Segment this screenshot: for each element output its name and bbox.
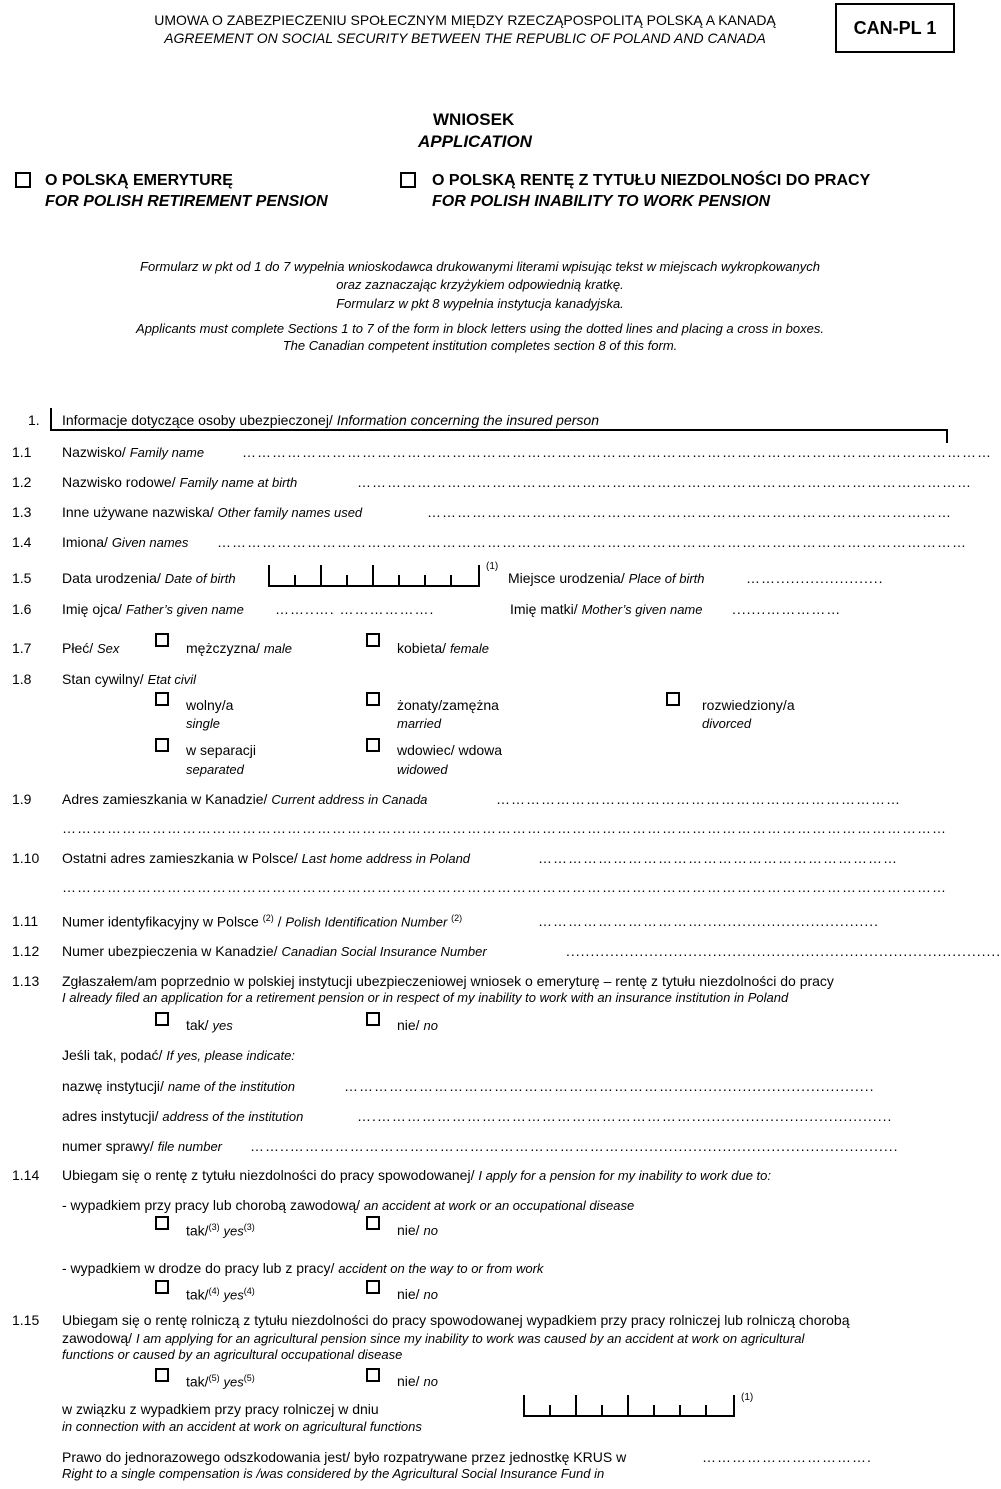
place-of-birth-field[interactable]: ……...................... [746,570,884,586]
family-name-field[interactable]: …………………………………………………………………………………………………………………………………… [242,444,992,460]
no-label-pl: nie/ [397,1373,420,1389]
no-label-en: no [423,1223,438,1238]
male-label [186,640,292,656]
married-label-en: married [397,716,442,731]
field-1-6-label-pl: Imię ojca/ [62,601,122,617]
commute-accident-label [62,1260,543,1276]
institution-address-field[interactable]: ….………………………………………………………......................................... [357,1108,893,1124]
note-5-b: (5) [243,1373,255,1383]
field-1-3-number: 1.3 [12,504,32,520]
divorced-label-en: divorced [702,716,752,731]
field-1-8-label-pl: Stan cywilny/ [62,671,144,687]
field-1-8-label-en: Etat civil [147,672,196,687]
work-accident-no-checkbox[interactable] [366,1216,380,1230]
field-1-5b-label [508,570,705,586]
institution-name-label-pl: nazwę instytucji/ [62,1078,164,1094]
field-1-9-label [62,791,427,807]
field-1-9-number: 1.9 [12,791,32,807]
if-yes-label [62,1047,295,1063]
canadian-sin-field[interactable]: ......................................................................................... [566,943,1001,959]
field-1-14-label [62,1167,771,1183]
field-1-6b-label-en: Mother’s given name [581,602,703,617]
work-accident-label [62,1197,634,1213]
application-title-pl: WNIOSEK [433,110,515,129]
field-1-14-label-pl: Ubiegam się o rentę z tytułu niezdolności do pracy spowodowanej/ [62,1167,475,1183]
field-1-6-number: 1.6 [12,601,32,617]
field-1-10-label-pl: Ostatni adres zamieszkania w Polsce/ [62,850,298,866]
field-1-11-label-en: Polish Identification Number [285,914,448,930]
field-1-11-number: 1.11 [12,913,39,929]
no-label-pl: nie/ [397,1222,420,1238]
field-1-12-label [62,943,487,959]
male-label-en: male [263,641,292,656]
inability-pension-label-pl: O POLSKĄ RENTĘ Z TYTUŁU NIEZDOLNOŚCI DO PRACY [432,172,871,189]
field-1-8-number: 1.8 [12,671,32,687]
work-accident-label-en: an accident at work or an occupational disease [363,1198,635,1213]
agricultural-yes-checkbox[interactable] [155,1368,169,1382]
yes-label-pl: tak/ [186,1373,209,1390]
agricultural-no-checkbox[interactable] [366,1368,380,1382]
agricultural-accident-date-label-en: in connection with an accident at work on agricultural functions [62,1419,422,1434]
field-1-6b-label [510,601,703,617]
file-number-label-en: file number [157,1139,223,1154]
field-1-15-label-en-1: I am applying for an agricultural pension since my inability to work was caused by an accident at work on agricultural [135,1331,805,1346]
date-of-birth-note: (1) [486,561,499,572]
married-label-pl: żonaty/zamężna [397,697,499,713]
male-label-pl: mężczyzna/ [186,640,260,656]
field-1-3-label-pl: Inne używane nazwiska/ [62,504,214,520]
single-label-pl: wolny/a [186,697,234,713]
note-3-b: (3) [243,1222,255,1232]
institution-address-label [62,1108,303,1124]
field-1-9-label-en: Current address in Canada [271,792,428,807]
krus-label-pl: Prawo do jednorazowego odszkodowania jest/ było rozpatrywane przez jednostkę KRUS w [62,1449,627,1465]
field-1-5-label [62,570,236,586]
field-1-6b-label-pl: Imię matki/ [510,601,578,617]
female-label-en: female [449,641,489,656]
polish-id-number-field[interactable]: …………………………….................................... [538,913,880,929]
separated-checkbox[interactable] [155,738,169,752]
field-1-15-label-line2 [62,1330,804,1346]
field-1-15-label-pl-2: zawodową/ [62,1330,133,1346]
field-1-1-number: 1.1 [12,444,32,460]
field-1-4-label-pl: Imiona/ [62,534,108,550]
commute-accident-yes-label [186,1286,255,1303]
yes-label-en: yes [223,1374,244,1390]
field-1-13-label-en: I already filed an application for a retirement pension or in respect of my inability to work with an insurance institution in Poland [62,990,789,1005]
field-1-1-label [62,444,204,460]
field-1-11-label: Numer identyfikacyjny w Polsce $^{(2)}$ / Polish Identification Number $^{(2)}$ [62,913,463,930]
section1-title-en: Information concerning the insured person [336,412,599,428]
section1-title-pl: Informacje dotyczące osoby ubezpieczonej/ [62,412,333,428]
married-checkbox[interactable] [366,692,380,706]
prior-application-yes-checkbox[interactable] [155,1012,169,1026]
commute-accident-label-pl: - wypadkiem w drodze do pracy lub z pracy/ [62,1260,335,1276]
field-1-3-label-en: Other family names used [217,505,363,520]
no-label-pl: nie/ [397,1286,420,1302]
commute-accident-no-checkbox[interactable] [366,1280,380,1294]
fathers-name-field[interactable]: ……..…. ………………. [275,601,435,617]
field-1-12-label-pl: Numer ubezpieczenia w Kanadzie/ [62,943,278,959]
instructions-pl-3: Formularz w pkt 8 wypełnia instytucja kanadyjska. [336,296,624,311]
female-label-pl: kobieta/ [397,640,447,656]
institution-name-field[interactable]: …………………………………………………………......................................... [344,1078,875,1094]
field-1-2-number: 1.2 [12,474,32,490]
field-1-2-label-pl: Nazwisko rodowe/ [62,474,176,490]
header-title-pl: UMOWA O ZABEZPIECZENIU SPOŁECZNYM MIĘDZY RZECZĄPOSPOLITĄ POLSKĄ A KANADĄ [154,12,776,28]
inability-pension-label-en: FOR POLISH INABILITY TO WORK PENSION [432,193,771,210]
commute-accident-no-label [397,1286,438,1302]
poland-address-field-1[interactable]: ……………………………………………………………… [538,850,898,866]
field-1-10-number: 1.10 [12,850,40,866]
field-1-15-number: 1.15 [12,1312,40,1328]
no-label-en: no [423,1287,438,1302]
field-1-5b-label-en: Place of birth [628,571,705,586]
file-number-label-pl: numer sprawy/ [62,1138,154,1154]
field-1-1-label-en: Family name [129,445,205,460]
instructions-pl-2: oraz zaznaczając krzyżykiem odpowiednią kratkę. [336,277,624,292]
work-accident-yes-checkbox[interactable] [155,1216,169,1230]
field-1-5-label-pl: Data urodzenia/ [62,570,161,586]
field-1-5-number: 1.5 [12,570,32,586]
section-bracket-left [50,408,52,430]
field-1-14-label-en: I apply for a pension for my inability to work due to: [478,1168,771,1183]
prior-application-no-label [397,1017,438,1033]
work-accident-no-label [397,1222,438,1238]
field-1-3-label [62,504,362,520]
application-title-en: APPLICATION [418,132,532,151]
yes-label-pl: tak/ [186,1017,209,1033]
note-5-a: (5) [208,1373,220,1383]
header-title-en: AGREEMENT ON SOCIAL SECURITY BETWEEN THE REPUBLIC OF POLAND AND CANADA [164,30,766,46]
family-name-at-birth-field[interactable]: …………………………………………………………………………………………………………… [357,474,972,490]
section-bracket-right [946,429,948,443]
poland-address-field-2[interactable]: …………………………………………………………………………………………………………………………………………………………… [62,879,947,895]
no-label-en: no [423,1374,438,1389]
widowed-label-en: widowed [397,762,448,777]
commute-accident-yes-checkbox[interactable] [155,1280,169,1294]
single-label-en: single [186,716,220,731]
prior-application-no-checkbox[interactable] [366,1012,380,1026]
widowed-checkbox[interactable] [366,738,380,752]
institution-address-label-pl: adres instytucji/ [62,1108,159,1124]
note-3-a: (3) [208,1222,220,1232]
field-1-7-number: 1.7 [12,640,32,656]
no-label-en: no [423,1018,438,1033]
institution-address-label-en: address of the institution [162,1109,304,1124]
institution-name-label [62,1078,295,1094]
instructions-en-1: Applicants must complete Sections 1 to 7 of the form in block letters using the dotted lines and placing a cross in boxes. [136,321,824,336]
agricultural-accident-date-label-pl: w związku z wypadkiem przy pracy rolniczej w dniu [62,1401,379,1417]
field-1-7-label-en: Sex [97,641,120,656]
field-1-6-label [62,601,244,617]
single-checkbox[interactable] [155,692,169,706]
work-accident-label-pl: - wypadkiem przy pracy lub chorobą zawodową/ [62,1197,361,1213]
no-label-pl: nie/ [397,1017,420,1033]
field-1-4-label-en: Given names [111,535,189,550]
widowed-label-pl: wdowiec/ wdowa [397,742,503,758]
prior-application-yes-label [186,1017,233,1033]
field-1-1-label-pl: Nazwisko/ [62,444,126,460]
field-1-11-note-1: (2) [262,913,274,923]
file-number-field[interactable]: ……..…………………………………………………………......................................................... [250,1138,899,1154]
inability-pension-checkbox[interactable] [400,172,416,188]
field-1-2-label-en: Family name at birth [179,475,298,490]
mothers-name-field[interactable]: .......…………… [732,601,842,617]
field-1-5b-label-pl: Miejsce urodzenia/ [508,570,625,586]
section1-number: 1. [28,412,40,428]
commute-accident-label-en: accident on the way to or from work [338,1261,544,1276]
field-1-4-label [62,534,188,550]
retirement-pension-label-pl: O POLSKĄ EMERYTURĘ [45,172,233,189]
agricultural-no-label [397,1373,438,1389]
male-checkbox[interactable] [155,633,169,647]
form-code: CAN-PL 1 [853,17,937,38]
field-1-11-label-pl: Numer identyfikacyjny w Polsce [62,913,259,930]
field-1-7-label-pl: Płeć/ [62,640,94,656]
field-1-14-number: 1.14 [12,1167,40,1183]
section1-title [62,412,599,428]
note-4-a: (4) [208,1286,220,1296]
given-names-field[interactable]: …………………………………………………………………………………………………………………………………… [217,534,967,550]
separated-label-en: separated [186,762,244,777]
if-yes-label-pl: Jeśli tak, podać/ [62,1047,163,1063]
field-1-11-note-2: (2) [451,913,463,923]
retirement-pension-label-en: FOR POLISH RETIREMENT PENSION [45,193,328,210]
field-1-13-label-pl: Zgłaszałem/am poprzednio w polskiej instytucji ubezpieczeniowej wniosek o emeryturę – rentę z tytułu niezdolności do pracy [62,973,834,989]
divorced-label-pl: rozwiedziony/a [702,697,795,713]
agricultural-date-note: (1) [741,1392,754,1403]
date-of-birth-boxes[interactable] [268,565,480,587]
canada-address-field-2[interactable]: …………………………………………………………………………………………………………………………………………………………… [62,820,947,836]
yes-label-en: yes [223,1223,244,1239]
instructions-pl-1: Formularz w pkt od 1 do 7 wypełnia wnioskodawca drukowanymi literami wpisując tekst w miejscach wykropkowanych [140,259,820,274]
file-number-label [62,1138,222,1154]
field-1-8-label [62,671,196,687]
note-4-b: (4) [243,1286,255,1296]
agricultural-yes-label [186,1373,255,1390]
field-1-10-label [62,850,470,866]
agricultural-accident-date-boxes[interactable] [523,1395,735,1417]
other-family-names-field[interactable]: …………………………………………………………………………………………… [427,504,952,520]
yes-label-en: yes [212,1018,233,1033]
if-yes-label-en: If yes, please indicate: [166,1048,295,1063]
yes-label-pl: tak/ [186,1286,209,1303]
field-1-9-label-pl: Adres zamieszkania w Kanadzie/ [62,791,268,807]
field-1-4-number: 1.4 [12,534,32,550]
field-1-15-label-pl-1: Ubiegam się o rentę rolniczą z tytułu niezdolności do pracy spowodowanej wypadkiem przy pracy rolniczej lub rolniczą chorobą [62,1312,850,1328]
field-1-12-number: 1.12 [12,943,40,959]
female-checkbox[interactable] [366,633,380,647]
separated-label-pl: w separacji [186,742,257,758]
krus-label-en: Right to a single compensation is /was considered by the Agricultural Social Insurance Fund in [62,1466,605,1481]
krus-unit-field[interactable]: ……………………………. [702,1449,872,1465]
field-1-10-label-en: Last home address in Poland [301,851,471,866]
retirement-pension-checkbox[interactable] [15,172,31,188]
section-underline [50,429,948,431]
field-1-12-label-en: Canadian Social Insurance Number [281,944,487,959]
female-label [397,640,489,656]
work-accident-yes-label [186,1222,255,1239]
field-1-13-number: 1.13 [12,973,40,989]
instructions-en-2: The Canadian competent institution completes section 8 of this form. [282,338,678,353]
yes-label-en: yes [223,1287,244,1303]
institution-name-label-en: name of the institution [167,1079,296,1094]
field-1-15-label-en-2: functions or caused by an agricultural occupational disease [62,1347,403,1362]
field-1-6-label-en: Father’s given name [125,602,244,617]
canada-address-field-1[interactable]: ……………………………………………………………………… [496,791,901,807]
divorced-checkbox[interactable] [666,692,680,706]
field-1-7-label [62,640,119,656]
yes-label-pl: tak/ [186,1222,209,1239]
field-1-2-label [62,474,297,490]
form-code-box [835,3,955,53]
field-1-5-label-en: Date of birth [164,571,236,586]
